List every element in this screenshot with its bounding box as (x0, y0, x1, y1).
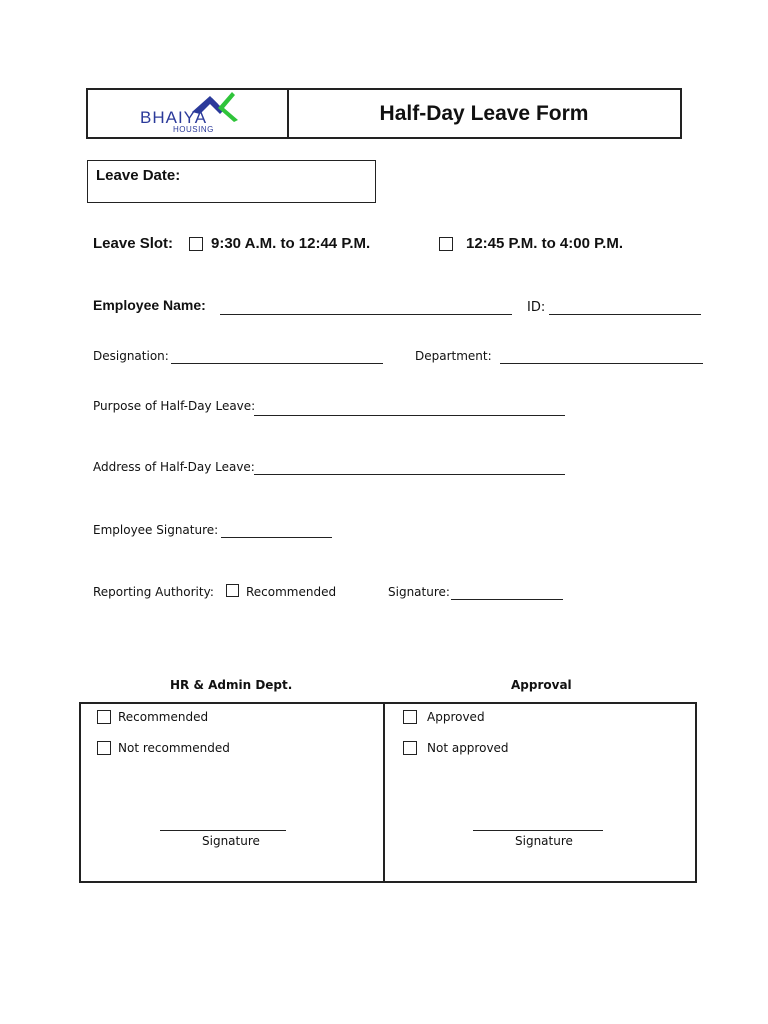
leave-date-label: Leave Date: (96, 167, 181, 184)
leave-date-field[interactable] (87, 160, 376, 203)
employee-id-label: ID: (527, 300, 546, 315)
department-input[interactable] (500, 363, 703, 364)
hr-signature-label: Signature (202, 834, 260, 848)
grid-divider (383, 704, 385, 881)
approval-heading: Approval (511, 678, 572, 692)
designation-input[interactable] (171, 363, 383, 364)
employee-name-input[interactable] (220, 314, 512, 315)
approval-grid (79, 702, 697, 883)
reporting-signature-input[interactable] (451, 599, 563, 600)
approval-signature-label: Signature (515, 834, 573, 848)
hr-signature-line[interactable] (160, 830, 286, 831)
slot-morning-label: 9:30 A.M. to 12:44 P.M. (211, 235, 371, 252)
reporting-recommended-label: Recommended (246, 585, 337, 599)
logo-subtitle: HOUSING (173, 125, 214, 134)
hr-admin-heading: HR & Admin Dept. (170, 678, 293, 692)
not-approved-checkbox[interactable] (403, 741, 417, 755)
approval-signature-line[interactable] (473, 830, 603, 831)
approved-checkbox[interactable] (403, 710, 417, 724)
approved-label: Approved (427, 710, 485, 724)
logo-wordmark: BHAIYA (140, 108, 208, 127)
reporting-signature-label: Signature: (388, 585, 450, 599)
employee-signature-label: Employee Signature: (93, 523, 219, 537)
reporting-recommended-checkbox[interactable] (226, 584, 239, 597)
address-input[interactable] (254, 474, 565, 475)
reporting-authority-label: Reporting Authority: (93, 585, 214, 599)
slot-morning-checkbox[interactable] (189, 237, 203, 251)
employee-signature-input[interactable] (221, 537, 332, 538)
designation-label: Designation: (93, 349, 169, 363)
department-label: Department: (415, 349, 492, 363)
employee-name-label: Employee Name: (93, 297, 206, 313)
hr-recommended-checkbox[interactable] (97, 710, 111, 724)
address-label: Address of Half-Day Leave: (93, 460, 255, 474)
hr-not-recommended-label: Not recommended (118, 741, 230, 755)
slot-afternoon-label: 12:45 P.M. to 4:00 P.M. (466, 235, 624, 252)
leave-slot-label: Leave Slot: (93, 235, 174, 252)
form-header (86, 88, 682, 139)
form-title: Half-Day Leave Form (379, 102, 589, 125)
not-approved-label: Not approved (427, 741, 509, 755)
hr-not-recommended-checkbox[interactable] (97, 741, 111, 755)
purpose-input[interactable] (254, 415, 565, 416)
employee-id-input[interactable] (549, 314, 701, 315)
slot-afternoon-checkbox[interactable] (439, 237, 453, 251)
purpose-label: Purpose of Half-Day Leave: (93, 399, 256, 413)
hr-recommended-label: Recommended (118, 710, 209, 724)
